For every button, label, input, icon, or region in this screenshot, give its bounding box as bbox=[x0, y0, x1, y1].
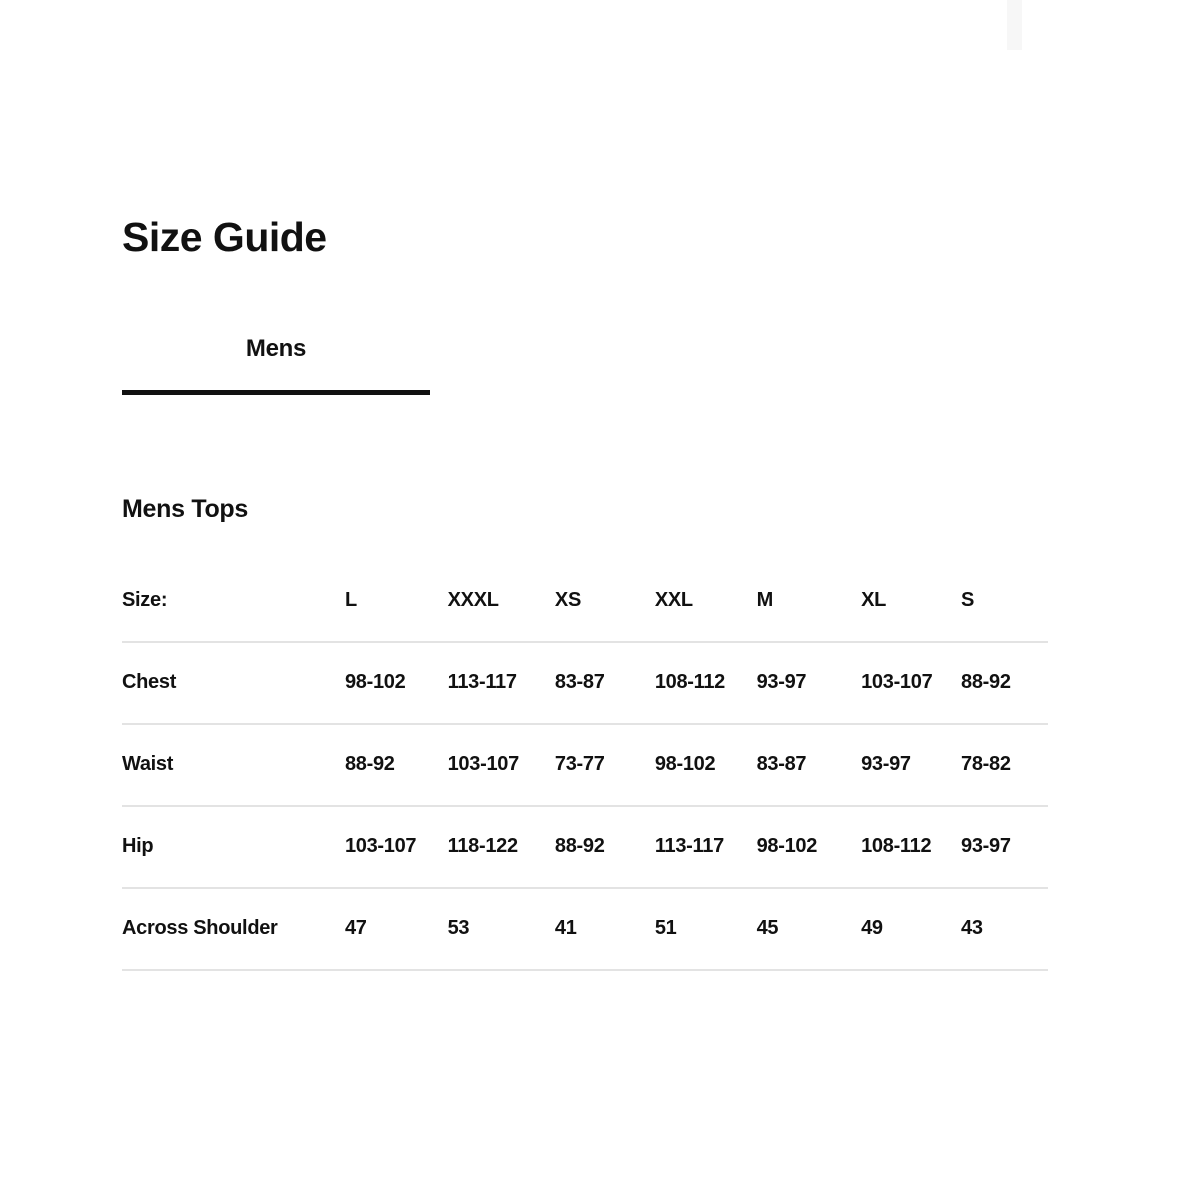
table-row-chest bbox=[122, 642, 1048, 724]
size-table-header-cell: S bbox=[961, 589, 1048, 642]
table-row-waist bbox=[122, 724, 1048, 806]
size-table-body bbox=[122, 642, 1048, 970]
size-table-cell: 88-92 bbox=[555, 806, 655, 888]
size-table-header-row bbox=[122, 589, 1048, 642]
size-table-cell: 83-87 bbox=[555, 642, 655, 724]
size-table-cell: 103-107 bbox=[861, 642, 961, 724]
size-table-cell: 103-107 bbox=[448, 724, 555, 806]
size-table-cell: 93-97 bbox=[757, 642, 862, 724]
size-table-header bbox=[122, 589, 1048, 642]
size-table-cell: 113-117 bbox=[655, 806, 757, 888]
page-title: Size Guide bbox=[122, 214, 327, 260]
size-table-header-cell: Size: bbox=[122, 589, 345, 642]
size-table-cell: 93-97 bbox=[861, 724, 961, 806]
size-table-cell: 45 bbox=[757, 888, 862, 970]
size-table-cell: 51 bbox=[655, 888, 757, 970]
size-table-cell: 41 bbox=[555, 888, 655, 970]
table-row-hip bbox=[122, 806, 1048, 888]
size-table-cell: 43 bbox=[961, 888, 1048, 970]
size-table-cell: 93-97 bbox=[961, 806, 1048, 888]
size-table-cell: 103-107 bbox=[345, 806, 448, 888]
size-table-cell: 108-112 bbox=[861, 806, 961, 888]
size-table-header-cell: M bbox=[757, 589, 862, 642]
size-table-cell: 98-102 bbox=[345, 642, 448, 724]
size-table-cell: 108-112 bbox=[655, 642, 757, 724]
size-table-cell: 49 bbox=[861, 888, 961, 970]
section-heading-mens-tops: Mens Tops bbox=[122, 495, 249, 524]
gender-tab-bar bbox=[122, 336, 430, 395]
size-table bbox=[122, 589, 1048, 971]
size-table-cell: 98-102 bbox=[757, 806, 862, 888]
size-table-header-cell: L bbox=[345, 589, 448, 642]
size-table-cell: 53 bbox=[448, 888, 555, 970]
size-table-row-label: Waist bbox=[122, 724, 345, 806]
size-table-cell: 98-102 bbox=[655, 724, 757, 806]
size-table-header-cell: XXL bbox=[655, 589, 757, 642]
size-table-cell: 88-92 bbox=[961, 642, 1048, 724]
size-table-header-cell: XXXL bbox=[448, 589, 555, 642]
size-table-cell: 73-77 bbox=[555, 724, 655, 806]
size-table-cell: 118-122 bbox=[448, 806, 555, 888]
table-row-across-shoulder bbox=[122, 888, 1048, 970]
size-table-cell: 78-82 bbox=[961, 724, 1048, 806]
size-table-cell: 47 bbox=[345, 888, 448, 970]
size-table-cell: 113-117 bbox=[448, 642, 555, 724]
active-tab-indicator bbox=[122, 390, 430, 395]
tab-mens[interactable]: Mens bbox=[122, 336, 430, 362]
size-guide-page bbox=[122, 0, 1048, 971]
size-table-row-label: Across Shoulder bbox=[122, 888, 345, 970]
size-table-cell: 88-92 bbox=[345, 724, 448, 806]
size-table-cell: 83-87 bbox=[757, 724, 862, 806]
size-table-header-cell: XL bbox=[861, 589, 961, 642]
size-table-row-label: Hip bbox=[122, 806, 345, 888]
size-table-row-label: Chest bbox=[122, 642, 345, 724]
size-table-header-cell: XS bbox=[555, 589, 655, 642]
